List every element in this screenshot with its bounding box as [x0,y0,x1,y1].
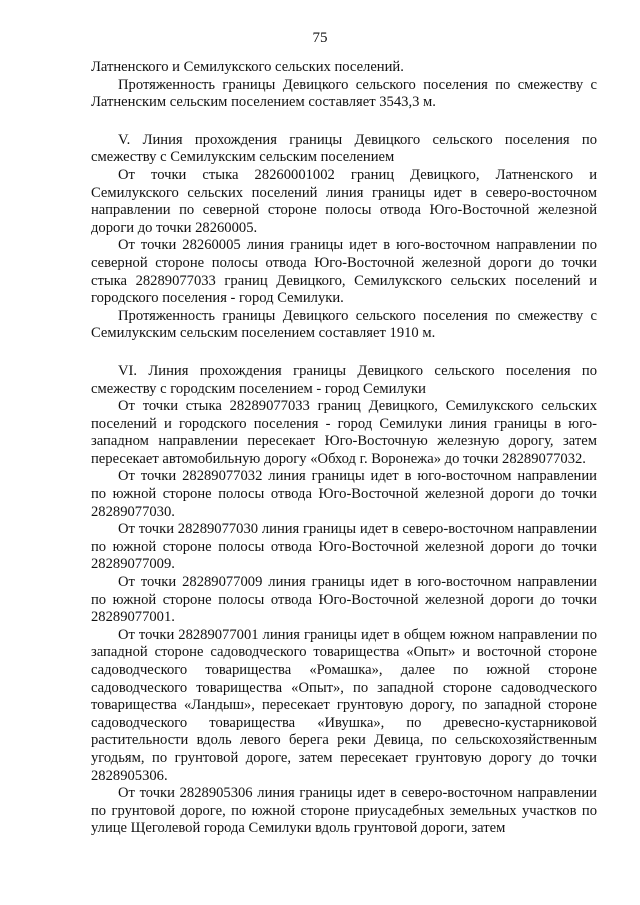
paragraph: От точки 28289077001 линия границы идет в общем южном направлении по западной стороне садоводческого товарищества «Опыт» и восточной стороне садоводческого товарищества «Ромашка», далее по южной стороне садоводческого товарищества «Опыт», по западной стороне садоводческого товарищества «Ландыш», пересекает грунтовую дорогу, по западной стороне садоводческого товарищества «Ивушка», по древесно-кустарниковой растительности вдоль левого берега реки Девица, по сельскохозяйственным угодьям, по грунтовой дороге, затем пересекает грунтовую дорогу до точки 2828905306. [91,626,597,784]
paragraph: От точки 28289077032 линия границы идет в юго-восточном направлении по южной стороне полосы отвода Юго-Восточной железной дороги до точки 28289077030. [91,468,597,520]
section-gap [91,343,597,363]
paragraph: Протяженность границы Девицкого сельского поселения по смежеству с Латненским сельским поселением составляет 3543,3 м. [91,76,597,111]
paragraph: От точки 2828905306 линия границы идет в северо-восточном направлении по грунтовой дороге, по южной стороне приусадебных земельных участков по улице Щеголевой города Семилуки вдоль грунтовой дороги, затем [91,785,597,837]
paragraph: От точки стыка 28260001002 границ Девицкого, Латненского и Семилукского сельских поселений линия границы идет в северо-восточном направлении по северной стороне полосы отвода Юго-Восточной железной дороги до точки 28260005. [91,166,597,236]
section-gap [91,112,597,132]
paragraph: От точки 28289077009 линия границы идет в юго-восточном направлении по южной стороне полосы отвода Юго-Восточной железной дороги до точки 28289077001. [91,574,597,626]
section-heading: V. Линия прохождения границы Девицкого сельского поселения по смежеству с Семилукским сельским поселением [91,131,597,166]
paragraph: От точки 28260005 линия границы идет в юго-восточном направлении по северной стороне полосы отвода Юго-Восточной железной дороги до точки стыка 28289077033 границ Девицкого, Семилукского сельских поселений и городского поселения - город Семилуки. [91,237,597,307]
paragraph: Латненского и Семилукского сельских поселений. [91,59,404,75]
page-number: 75 [312,30,328,46]
section-heading: VI. Линия прохождения границы Девицкого сельского поселения по смежеству с городским поселением - город Семилуки [91,362,597,397]
document-body [91,59,597,838]
paragraph: От точки 28289077030 линия границы идет в северо-восточном направлении по южной стороне полосы отвода Юго-Восточной железной дороги до точки 28289077009. [91,521,597,573]
paragraph: Протяженность границы Девицкого сельского поселения по смежеству с Семилукским сельским поселением составляет 1910 м. [91,307,597,342]
paragraph: От точки стыка 28289077033 границ Девицкого, Семилукского сельских поселений и городского поселения - город Семилуки линия границы в юго-западном направлении пересекает Юго-Восточную железную дорогу, затем пересекает автомобильную дорогу «Обход г. Воронежа» до точки 28289077032. [91,398,597,467]
